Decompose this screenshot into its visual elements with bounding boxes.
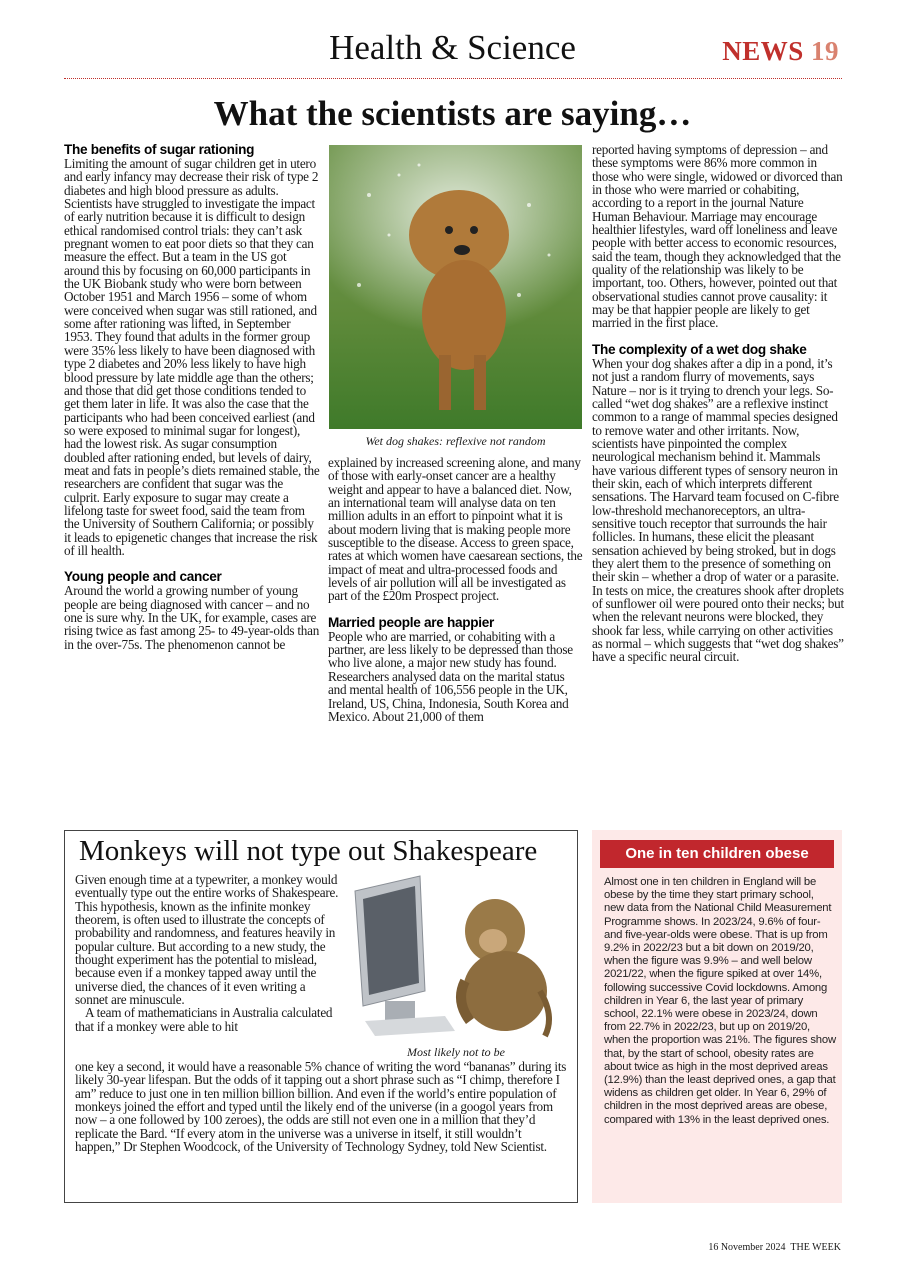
feature-paragraph: Given enough time at a typewriter, a monkey would eventually type out the entire works of Shakespeare. This hypothesis, known as the infinite monkey theorem, is often used to illustrate the concepts of probability and randomness, and features heavily in popular culture. But according to a new study, the thought experiment has the potential to mislead, because even if a monkey tapped away until the universe died, the chances of it even writing a sonnet are minuscule. [75, 872, 339, 1008]
sidebar-body: Almost one in ten children in England will be obese by the time they start primary school, new data from the National Child Measurement Programme shows. In 2023/24, 9.6% of four- and five-year-olds were obese. That is up from 9.2% in 2022/23 but a bit down on 2019/20, when the figure was 9.9% – and well below 2021/22, when the figure spiked at over 14%, following successive Covid lockdowns. Among children in Year 6, the last year of primary school, 22.1% were obese in 2023/24, down from 22.7% in 2022/23, but up on 2019/20, when the proportion was 21%. The figures show that, by the start of school, obesity rates are about twice as high in the most deprived areas (12.9%) than the least deprived ones, a gap that widens as children get older. In Year 6, 29% of children in the most deprived areas are obese, compared with 13% in the least deprived ones. [604, 876, 836, 1126]
article-body: explained by increased screening alone, and many of those with early-onset cancer are a healthy weight and appear to have a balanced diet. Now, an international team will analyse data on ten million adults in an effort to pinpoint what it is about modern living that is making people more susceptible to the disease. Access to green space, rates at which women have caesarean sections, the impact of meat and ultra-processed foods and levels of air pollution will all be investigated as part of the £20m Prospect project. [328, 455, 583, 604]
feature-title: Monkeys will not type out Shakespeare [79, 835, 538, 867]
article-title: Married people are happier [328, 614, 494, 630]
dog-photo [329, 145, 582, 429]
monkeys-feature-box [64, 830, 578, 1203]
page-number: 19 [811, 36, 839, 66]
article-title: Young people and cancer [64, 569, 222, 585]
article-title: The benefits of sugar rationing [64, 142, 255, 157]
feature-paragraph: A team of mathematicians in Australia calculated that if a monkey were able to hit [75, 1005, 333, 1034]
feature-paragraph: one key a second, it would have a reasonable 5% chance of writing the word “bananas” during its likely 30-year lifespan. But the odds of it tapping out a short phrase such as “I chimp, therefore I am” reduce to just one in ten million billion billion. And even if the world’s entire population of monkeys joined the effort and typed until the likely end of the universe (in a googol years from now – a one followed by 100 zeroes), the odds are still not even one in a million that they’d replicate the Bard. “If every atom in the universe was a universe in itself, it still wouldn’t happen,” Dr Stephen Woodcock, of the University of Technology Sydney, told New Scientist. [75, 1059, 567, 1155]
dog-photo-caption: Wet dog shakes: reflexive not random [365, 434, 546, 448]
page-footer [708, 1242, 841, 1253]
article-body: reported having symptoms of depression – and these symptoms were 86% more common in those who were single, widowed or divorced than in those who were married or cohabiting, according to a report in the journal Nature Human Behaviour. Marriage may encourage healthier lifestyles, ward off loneliness and leave people with better access to economic resources, said the team, though they acknowledged that the quality of the relationship was likely to be important, too. Others, however, pointed out that observational studies cannot prove causality: it may be that happier people are likely to get married in the first place. [592, 142, 843, 331]
page-label [722, 36, 839, 67]
feature-body-top [75, 873, 340, 1033]
monkey-photo [345, 871, 567, 1039]
news-label: NEWS [722, 36, 804, 66]
obesity-sidebar [592, 830, 842, 1203]
article-body: Limiting the amount of sugar children get in utero and early infancy may decrease their risk of type 2 diabetes and high blood pressure as adults. Scientists have struggled to investigate the impact of early nutrition because it is difficult to design ethical randomised control trials: they can’t ask pregnant women to eat poor diets so that they can measure the effect. But a team in the US got around this by focusing on 60,000 participants in the UK Biobank study who were born between October 1951 and March 1956 – some of whom were conceived when sugar was still rationed, and some after rationing was lifted, in September 1953. They found that adults in the former group were 35% less likely to have been diagnosed with type 2 diabetes and 20% less likely to have high blood pressure by late middle age than the others; and those that did get those conditions tended to get them later in life. It was also the case that the participants who had been conceived earliest (and so were exposed to minimal sugar for longest), had the lowest risk. As sugar consumption doubled after rationing ended, but levels of dairy, meat and fats in people’s diets remained stable, the researchers are confident that sugar was the culprit. Early exposure to sugar may create a lifelong taste for sweet food, said the team from the University of Southern California; or possibly it leads to epigenetic changes that increase the risk of ill health. [64, 156, 320, 558]
header-divider [64, 78, 842, 79]
page-headline: What the scientists are saying… [213, 94, 692, 133]
article-title: The complexity of a wet dog shake [592, 341, 807, 357]
column-3 [592, 143, 844, 664]
article-body: Around the world a growing number of young people are being diagnosed with cancer – and no one is sure why. In the UK, for example, cases are rising twice as fast among 25- to 49-year-olds than in the over-75s. The phenomenon cannot be [64, 583, 320, 652]
publication-name: THE WEEK [790, 1242, 841, 1253]
section-title: Health & Science [329, 28, 576, 67]
sidebar-title: One in ten children obese [600, 840, 834, 868]
column-2 [328, 456, 584, 723]
column-1 [64, 143, 320, 651]
feature-body-bottom [75, 1060, 569, 1153]
article-body: When your dog shakes after a dip in a pond, it’s not just a random flurry of movements, says Nature – nor is it trying to drench your legs. So-called “wet dog shakes” are a reflexive instinct common to a range of mammal species designed to remove water and other irritants. Now, scientists have pinpointed the complex neurological mechanism behind it. Mammals have various different types of sensory neuron in their skin, each of which interprets different sensations. The Harvard team focused on C-fibre low-threshold mechanoreceptors, an ultra-sensitive touch receptor that surrounds the hair follicles. In humans, these elicit the pleasant sensation achieved by being stroked, but in dogs they alert them to the presence of something on their skin – whether a drop of water or a parasite. In tests on mice, the creatures shook after droplets of sunflower oil were poured onto their necks; but when the relevant neurons were blocked, they shook far less, while carrying on other activities as normal – which suggests that “wet dog shakes” have a specific neural circuit. [592, 355, 844, 665]
monkey-photo-caption: Most likely not to be [407, 1045, 505, 1059]
article-body: People who are married, or cohabiting with a partner, are less likely to be depressed than those who live alone, a major new study has found. Researchers analysed data on the marital status and mental health of 106,556 people in the UK, Ireland, US, China, Indonesia, South Korea and Mexico. About 21,000 of them [328, 628, 573, 724]
issue-date: 16 November 2024 [708, 1242, 786, 1253]
